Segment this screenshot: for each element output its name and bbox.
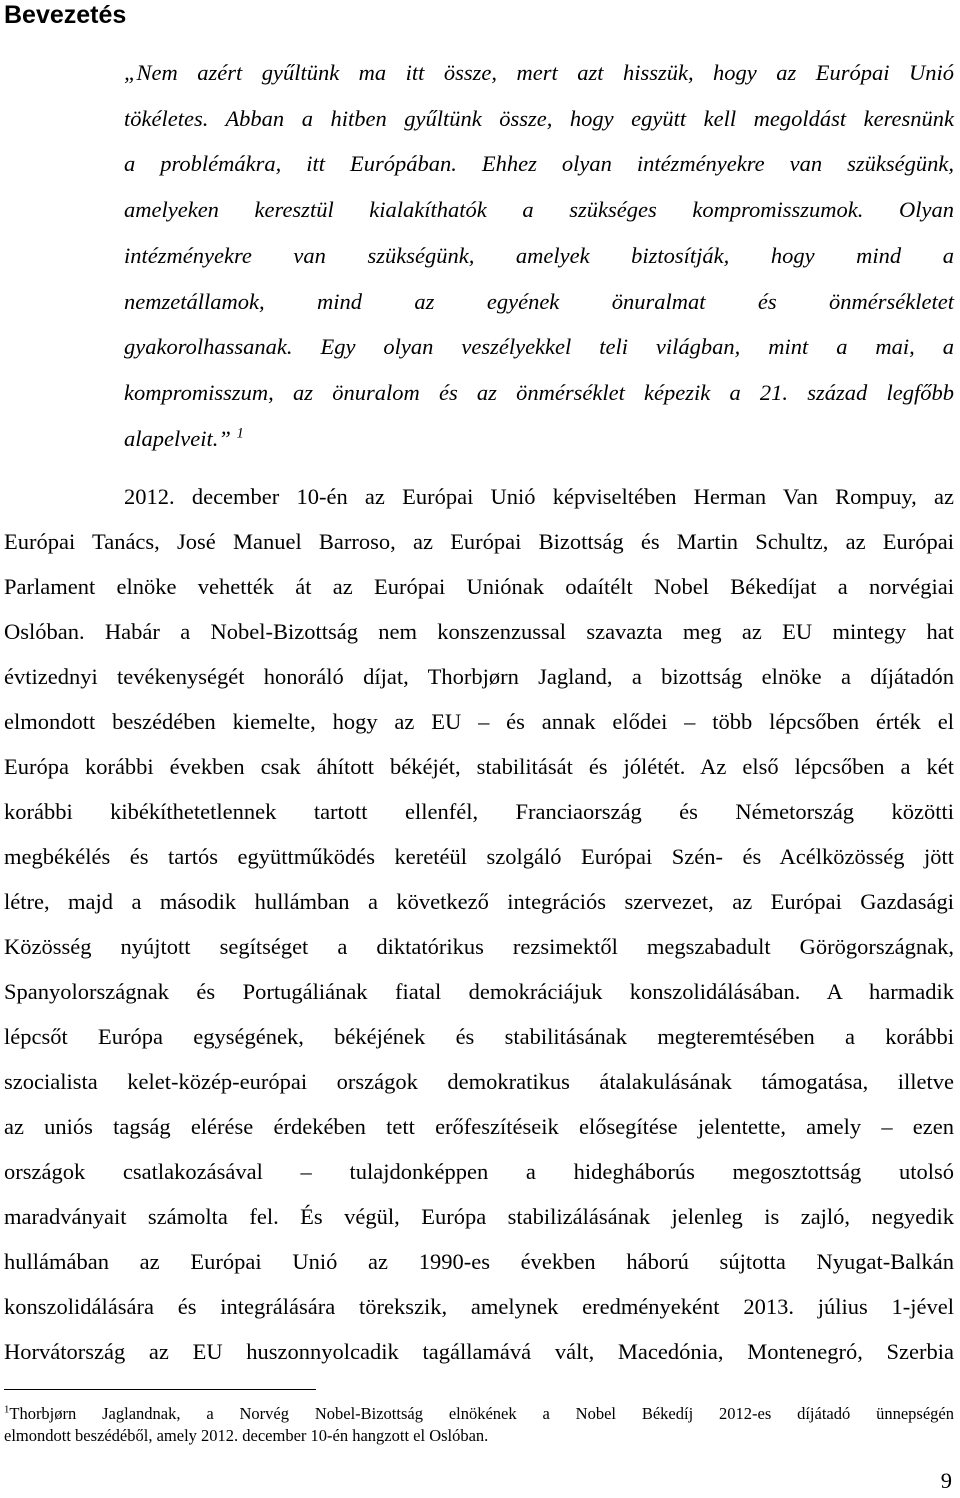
body-line: létre, majd a második hullámban a következő integrációs szervezet, az Európai Gazdasági [4,889,954,914]
body-line: Európa korábbi években csak áhított békéjét, stabilitását és jólétét. Az első lépcsőben a két [4,754,954,779]
quote-line: „Nem azért gyűltünk ma itt össze, mert azt hisszük, hogy az Európai Unió [124,60,954,85]
footnote-reference[interactable]: 1 [236,425,244,442]
body-line: korábbi kibékíthetetlennek tartott ellenfél, Franciaország és Németország közötti [4,799,954,824]
epigraph-quote [124,50,954,461]
body-line: hullámában az Európai Unió az 1990-es években háború sújtotta Nyugat-Balkán [4,1249,954,1274]
quote-line: kompromisszum, az önuralom és az önmérséklet képezik a 21. század legfőbb [124,379,954,405]
footnote-marker: 1 [4,1403,10,1416]
quote-line: a problémákra, itt Európában. Ehhez olyan intézményekre van szükségünk, [124,151,954,177]
body-line: Spanyolországnak és Portugáliának fiatal demokráciájuk konszolidálásában. A harmadik [4,979,954,1004]
body-line: Oslóban. Habár a Nobel-Bizottság nem konszenzussal szavazta meg az EU mintegy hat [4,619,954,644]
quote-line: gyakorolhassanak. Egy olyan veszélyekkel teli világban, mint a mai, a [124,334,954,360]
quote-line: tökéletes. Abban a hitben gyűltünk össze, hogy együtt kell megoldást keresnünk [124,105,954,131]
body-line: 2012. december 10-én az Európai Unió képviseltében Herman Van Rompuy, az [124,484,954,509]
body-paragraph [4,474,954,1374]
body-line: elmondott beszédében kiemelte, hogy az EU – és annak elődei – több lépcsőben érték el [4,709,954,734]
section-heading: Bevezetés [4,1,127,29]
footnote-line [4,1403,954,1425]
footnote-line: elmondott beszédéből, amely 2012. december 10-én hangzott el Oslóban. [4,1426,489,1445]
quote-last-line [124,416,954,462]
footnote-divider [4,1389,316,1390]
body-line: Közösség nyújtott segítséget a diktatórikus rezsimektől megszabadult Görögországnak, [4,934,954,959]
body-line: maradványait számolta fel. És végül, Európa stabilizálásának jelenleg is zajló, negyedik [4,1204,954,1229]
footnote [4,1403,954,1447]
body-line: Horvátország az EU huszonnyolcadik tagállamává vált, Macedónia, Montenegró, Szerbia [4,1339,954,1364]
body-line: az uniós tagság elérése érdekében tett erőfeszítéseik elősegítése jelentette, amely – ezen [4,1114,954,1139]
quote-line: amelyeken keresztül kialakíthatók a szükséges kompromisszumok. Olyan [124,197,954,223]
body-line: Európai Tanács, José Manuel Barroso, az Európai Bizottság és Martin Schultz, az Európai [4,529,954,554]
quote-line: alapelveit.” [124,425,231,451]
quote-line: nemzetállamok, mind az egyének önuralmat és önmérsékletet [124,288,954,314]
page-number: 9 [940,1468,952,1493]
body-line: szocialista kelet-közép-európai országok demokratikus átalakulásának támogatása, illetve [4,1069,954,1094]
body-line: országok csatlakozásával – tulajdonképpen a hidegháborús megosztottság utolsó [4,1159,954,1184]
body-line: Parlament elnöke vehették át az Európai Uniónak odaítélt Nobel Békedíjat a norvégiai [4,574,954,599]
quote-line: intézményekre van szükségünk, amelyek biztosítják, hogy mind a [124,242,954,268]
body-line: évtizednyi tevékenységét honoráló díjat, Thorbjørn Jagland, a bizottság elnöke a díjátadón [4,664,954,689]
body-line: megbékélés és tartós együttműködés keretéül szolgáló Európai Szén- és Acélközösség jött [4,844,954,869]
footnote-text: Thorbjørn Jaglandnak, a Norvég Nobel-Bizottság elnökének a Nobel Békedíj 2012-es díjátadó ünnepségén [9,1404,954,1423]
body-line: konszolidálására és integrálására törekszik, amelynek eredményeként 2013. július 1-jével [4,1294,954,1319]
body-line: lépcsőt Európa egységének, békéjének és stabilitásának megteremtésében a korábbi [4,1024,954,1049]
